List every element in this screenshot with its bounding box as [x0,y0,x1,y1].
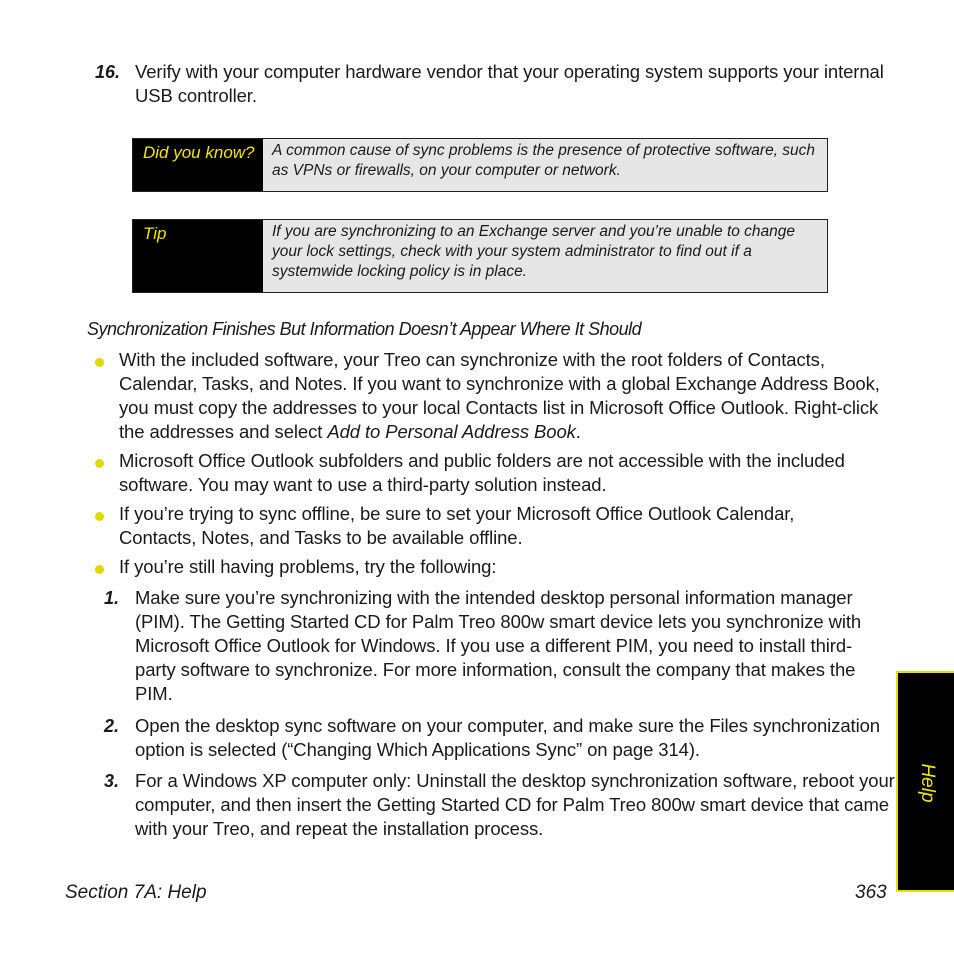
footer-section: Section 7A: Help [65,882,207,903]
did-you-know-box [132,138,828,192]
step-1-number: 1. [104,588,120,608]
bullet-item-3: If you’re trying to sync offline, be sure to set your Microsoft Office Outlook Calendar, Contacts, Notes, and Tasks to be available offline. [119,503,795,548]
tip-text: If you are synchronizing to an Exchange server and you’re unable to change your lock settings, check with your system administrator to find out if a systemwide locking policy is in place. [272,223,796,280]
help-side-tab-label: Help [917,763,938,803]
bullet-icon [95,459,104,468]
section-heading: Synchronization Finishes But Information Doesn’t Appear Where It Should [87,319,642,339]
step-3-number: 3. [104,771,120,791]
step-2-number: 2. [104,716,120,736]
bullet-item-1 [119,348,899,444]
did-you-know-text: A common cause of sync problems is the presence of protective software, such as VPNs or firewalls, on your computer or network. [272,142,816,179]
bullet-item-1-emphasis: Add to Personal Address Book [327,421,576,442]
step-16-number: 16. [95,62,121,82]
tip-label: Tip [133,220,263,292]
step-2-text: Open the desktop sync software on your computer, and make sure the Files synchronization option is selected (“Changing Which Applications Sync” on page 314). [135,715,880,760]
tip-box [132,219,828,293]
bullet-icon [95,565,104,574]
step-16-text: Verify with your computer hardware vendor that your operating system supports your internal USB controller. [135,61,884,106]
step-1-text: Make sure you’re synchronizing with the intended desktop personal information manager (PIM). The Getting Started CD for Palm Treo 800w smart device lets you synchronize with Microsoft Office Outlook for Windows. If you use a different PIM, you need to install third-party software to synchronize. For more information, consult the company that makes the PIM. [135,587,862,704]
bullet-icon [95,358,104,367]
bullet-item-2: Microsoft Office Outlook subfolders and public folders are not accessible with the included software. You may want to use a third-party solution instead. [119,450,845,495]
bullet-item-4: If you’re still having problems, try the following: [119,556,497,577]
step-3-text: For a Windows XP computer only: Uninstall the desktop synchronization software, reboot your computer, and then insert the Getting Started CD for Palm Treo 800w smart device that came with your Treo, and repeat the installation process. [135,770,895,839]
footer-page-number: 363 [855,882,887,903]
bullet-item-1-text: With the included software, your Treo can synchronize with the root folders of Contacts, Calendar, Tasks, and Notes. If you want to synchronize with a global Exchange Address Book, you must copy the addresses to your local Contacts list in Microsoft Office Outlook. Right-click the addresses and select [119,349,880,442]
help-side-tab [896,671,954,892]
did-you-know-label: Did you know? [133,139,263,191]
bullet-item-1-end: . [575,421,581,442]
bullet-icon [95,512,104,521]
